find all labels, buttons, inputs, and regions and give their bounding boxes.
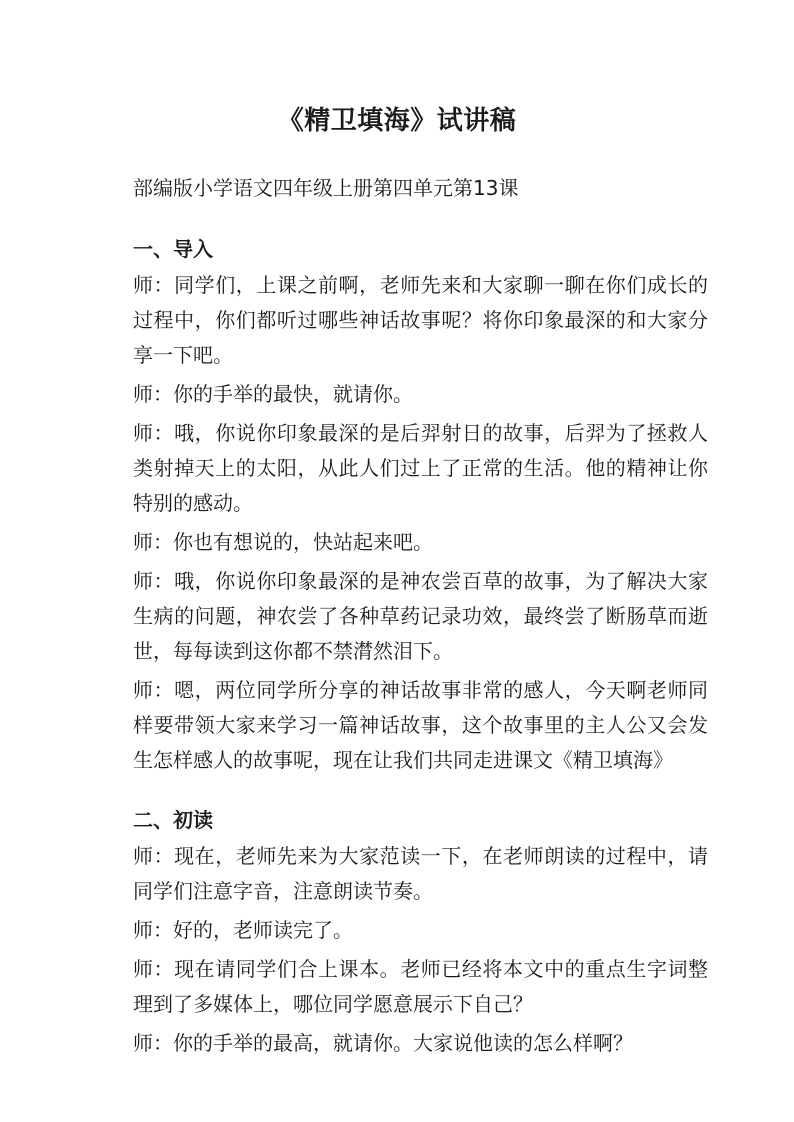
paragraph: 师：现在请同学们合上课本。老师已经将本文中的重点生字词整理到了多媒体上，哪位同学愿意展示下自己？ bbox=[133, 957, 708, 1016]
section-heading: 二、初读 bbox=[133, 808, 213, 832]
paragraph: 师：你的手举的最高，就请你。大家说他读的怎么样啊？ bbox=[133, 1031, 633, 1055]
paragraph: 师：哦，你说你印象最深的是后羿射日的故事，后羿为了拯救人类射掉天上的太阳，从此人们过上了正常的生活。他的精神让你特别的感动。 bbox=[133, 421, 708, 515]
section-heading: 一、导入 bbox=[133, 237, 213, 261]
document-subtitle: 部编版小学语文四年级上册第四单元第13课 bbox=[133, 176, 519, 200]
paragraph: 师：哦，你说你印象最深的是神农尝百草的故事，为了解决大家生病的问题，神农尝了各种草药记录功效，最终尝了断肠草而逝世，每每读到这你都不禁潸然泪下。 bbox=[133, 569, 708, 663]
paragraph: 师：你也有想说的，快站起来吧。 bbox=[133, 530, 433, 554]
paragraph: 师：好的，老师读完了。 bbox=[133, 918, 353, 942]
document-title: 《精卫填海》试讲稿 bbox=[277, 106, 517, 136]
section-first-reading bbox=[133, 803, 708, 1061]
paragraph: 师：你的手举的最快，就请你。 bbox=[133, 382, 413, 406]
document-body bbox=[133, 232, 708, 1065]
paragraph: 师：现在，老师先来为大家范读一下，在老师朗读的过程中，请同学们注意字音，注意朗读节奏。 bbox=[133, 844, 708, 903]
section-intro bbox=[133, 232, 708, 778]
paragraph: 师：嗯，两位同学所分享的神话故事非常的感人，今天啊老师同样要带领大家来学习一篇神话故事，这个故事里的主人公又会发生怎样感人的故事呢，现在让我们共同走进课文《精卫填海》 bbox=[133, 678, 708, 772]
paragraph: 师：同学们，上课之前啊，老师先来和大家聊一聊在你们成长的过程中，你们都听过哪些神话故事呢？将你印象最深的和大家分享一下吧。 bbox=[133, 273, 708, 367]
